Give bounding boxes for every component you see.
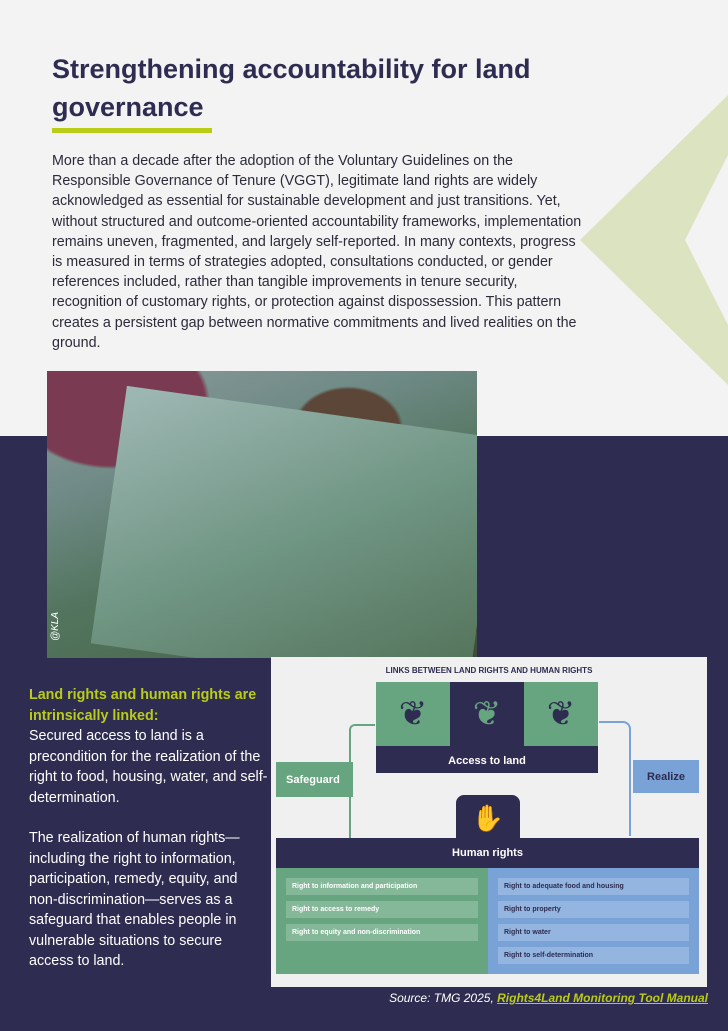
map-image bbox=[91, 386, 477, 658]
realize-arrow bbox=[599, 721, 631, 836]
right-item: Right to adequate food and housing bbox=[498, 878, 689, 895]
source-prefix: Source: TMG 2025, bbox=[389, 991, 498, 1005]
right-item: Right to access to remedy bbox=[286, 901, 478, 918]
plant-icon: ❦ bbox=[376, 682, 450, 746]
paragraph-2: The realization of human rights—including the right to information, participation, remedy, equity, and non-discrimination—serves as a safeguard that enables people in vulnerable situations to secure access to land. bbox=[29, 830, 240, 969]
right-item: Right to water bbox=[498, 924, 689, 941]
hand-dove-icon: ✋ bbox=[456, 795, 520, 845]
source-link[interactable]: Rights4Land Monitoring Tool Manual bbox=[497, 991, 708, 1005]
chevron-decoration bbox=[580, 95, 728, 385]
source-note bbox=[389, 991, 708, 1005]
right-item: Right to information and participation bbox=[286, 878, 478, 895]
diagram-title: LINKS BETWEEN LAND RIGHTS AND HUMAN RIGHTS bbox=[385, 666, 593, 675]
right-item: Right to self-determination bbox=[498, 947, 689, 964]
access-label: Access to land bbox=[448, 755, 526, 767]
sidebar-text bbox=[29, 685, 269, 992]
links-diagram bbox=[271, 657, 707, 987]
title-underline bbox=[52, 128, 212, 133]
intro-paragraph: More than a decade after the adoption of the Voluntary Guidelines on the Responsible Governance of Tenure (VGGT), legitimate land rights are widely acknowledged as essential for sustainable development and just transitions. Yet, without structured and outcome-oriented accountability frameworks, implementation remains uneven, fragmented, and largely self-reported. In many contexts, progress is measured in terms of strategies adopted, consultations conducted, or gender references included, rather than tangible improvements in tenure security, recognition of customary rights, or protection against dispossession. This pattern creates a persistent gap between normative commitments and lived realities on the ground. bbox=[52, 153, 582, 351]
right-item: Right to property bbox=[498, 901, 689, 918]
access-to-land-box bbox=[376, 682, 598, 773]
safeguard-rights-list bbox=[276, 868, 488, 974]
community-mapping-photo bbox=[47, 371, 477, 658]
highlight-heading: Land rights and human rights are intrinsically linked: bbox=[29, 687, 257, 724]
realize-rights-list bbox=[488, 868, 699, 974]
plant-icon: ❦ bbox=[450, 682, 524, 746]
page-title: Strengthening accountability for land governance bbox=[52, 54, 531, 122]
right-item: Right to equity and non-discrimination bbox=[286, 924, 478, 941]
photo-credit: @KLA bbox=[50, 611, 62, 642]
plant-icon: ❦ bbox=[524, 682, 598, 746]
human-rights-header: Human rights bbox=[276, 838, 699, 868]
realize-label: Realize bbox=[633, 760, 699, 793]
safeguard-label: Safeguard bbox=[276, 762, 353, 797]
paragraph-1: Secured access to land is a precondition for the realization of the right to food, housing, water, and self-determination. bbox=[29, 728, 268, 806]
